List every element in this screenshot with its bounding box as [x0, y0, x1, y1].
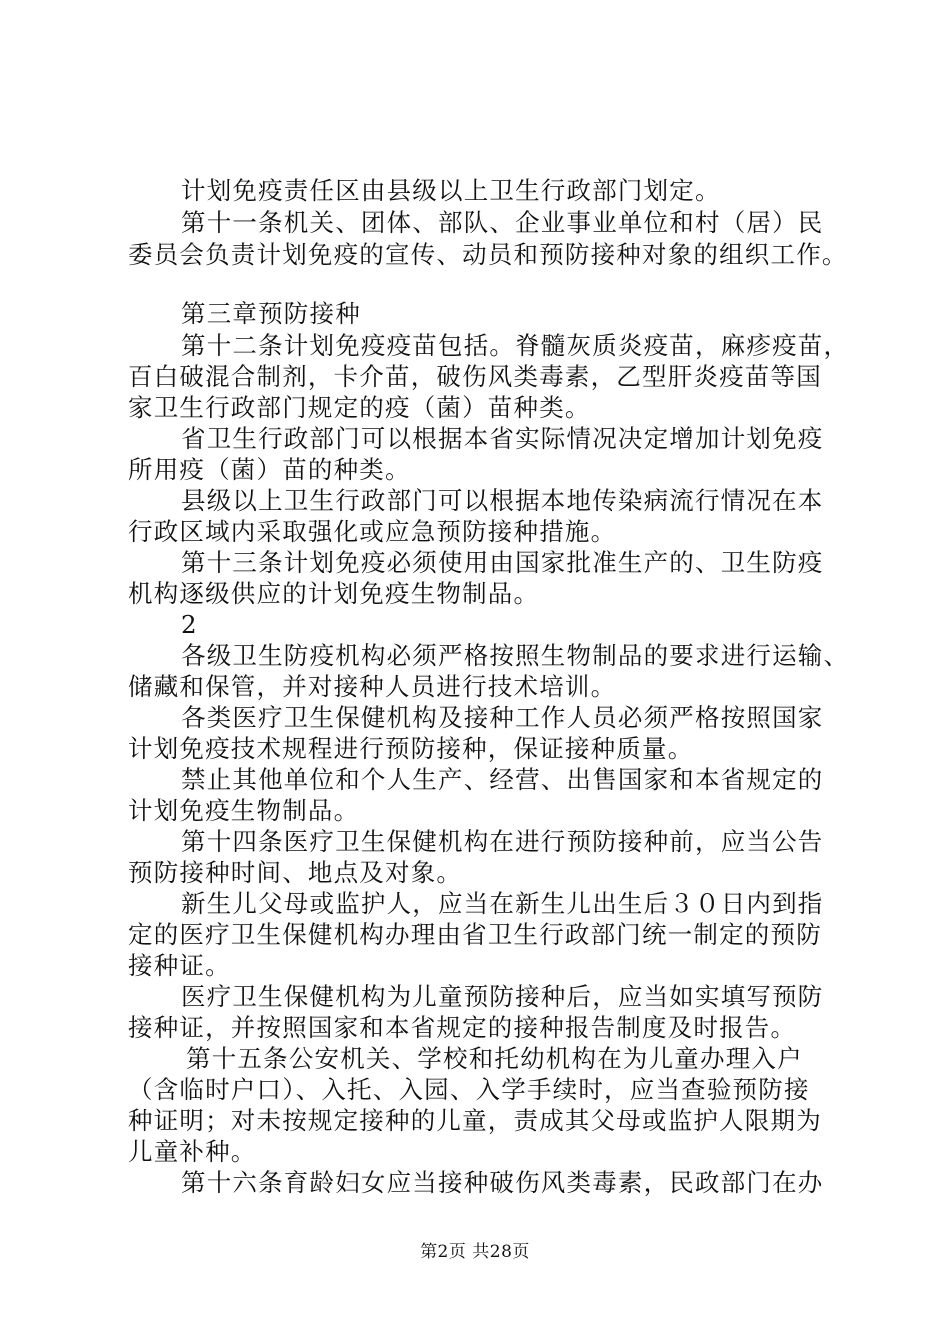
text-line: 各级卫生防疫机构必须严格按照生物制品的要求进行运输、	[181, 641, 850, 670]
text-line: 接种证，并按照国家和本省规定的接种报告制度及时报告。	[128, 1013, 797, 1042]
text-line: 禁止其他单位和个人生产、经营、出售国家和本省规定的	[181, 765, 824, 794]
text-line: 医疗卫生保健机构为儿童预防接种后，应当如实填写预防	[181, 982, 824, 1011]
text-line: 新生儿父母或监护人，应当在新生儿出生后３０日内到指	[181, 889, 824, 918]
page-footer: 第2页 共28页	[420, 1242, 530, 1262]
text-line: （含临时户口）、入托、入园、入学手续时，应当查验预防接	[128, 1075, 810, 1104]
text-line: 计划免疫技术规程进行预防接种，保证接种质量。	[128, 734, 694, 763]
text-line: 第十二条计划免疫疫苗包括。脊髓灰质炎疫苗，麻疹疫苗，	[181, 331, 850, 360]
text-line: 预防接种时间、地点及对象。	[128, 858, 463, 887]
text-line: 省卫生行政部门可以根据本省实际情况决定增加计划免疫	[181, 424, 824, 453]
page-number-marker: 2	[181, 610, 198, 639]
text-line: 家卫生行政部门规定的疫（菌）苗种类。	[128, 393, 591, 422]
text-line: 储藏和保管，并对接种人员进行技术培训。	[128, 672, 617, 701]
text-line: 计划免疫责任区由县级以上卫生行政部门划定。	[181, 176, 721, 205]
text-line: 种证明；对未按规定接种的儿童，责成其父母或监护人限期为	[128, 1106, 822, 1135]
text-line: 委员会负责计划免疫的宣传、动员和预防接种对象的组织工作。	[128, 240, 848, 269]
text-line: 计划免疫生物制品。	[128, 796, 360, 825]
text-line: 第十五条公安机关、学校和托幼机构在为儿童办理入户	[186, 1044, 803, 1073]
text-line: 机构逐级供应的计划免疫生物制品。	[128, 579, 540, 608]
text-line: 百白破混合制剂，卡介苗，破伤风类毒素，乙型肝炎疫苗等国	[128, 362, 822, 391]
text-line: 所用疫（菌）苗的种类。	[128, 455, 411, 484]
text-line: 接种证。	[128, 951, 231, 980]
text-line: 各类医疗卫生保健机构及接种工作人员必须严格按照国家	[181, 703, 824, 732]
text-line: 第十一条机关、团体、部队、企业事业单位和村（居）民	[181, 208, 824, 237]
text-line: 定的医疗卫生保健机构办理由省卫生行政部门统一制定的预防	[128, 920, 822, 949]
text-line: 行政区域内采取强化或应急预防接种措施。	[128, 517, 617, 546]
text-line: 第十四条医疗卫生保健机构在进行预防接种前，应当公告	[181, 827, 824, 856]
text-line: 儿童补种。	[128, 1137, 257, 1166]
text-line: 第十六条育龄妇女应当接种破伤风类毒素，民政部门在办	[181, 1168, 824, 1197]
text-line: 第十三条计划免疫必须使用由国家批准生产的、卫生防疫	[181, 548, 824, 577]
text-line: 县级以上卫生行政部门可以根据本地传染病流行情况在本	[181, 486, 824, 515]
section-heading: 第三章预防接种	[181, 299, 361, 328]
